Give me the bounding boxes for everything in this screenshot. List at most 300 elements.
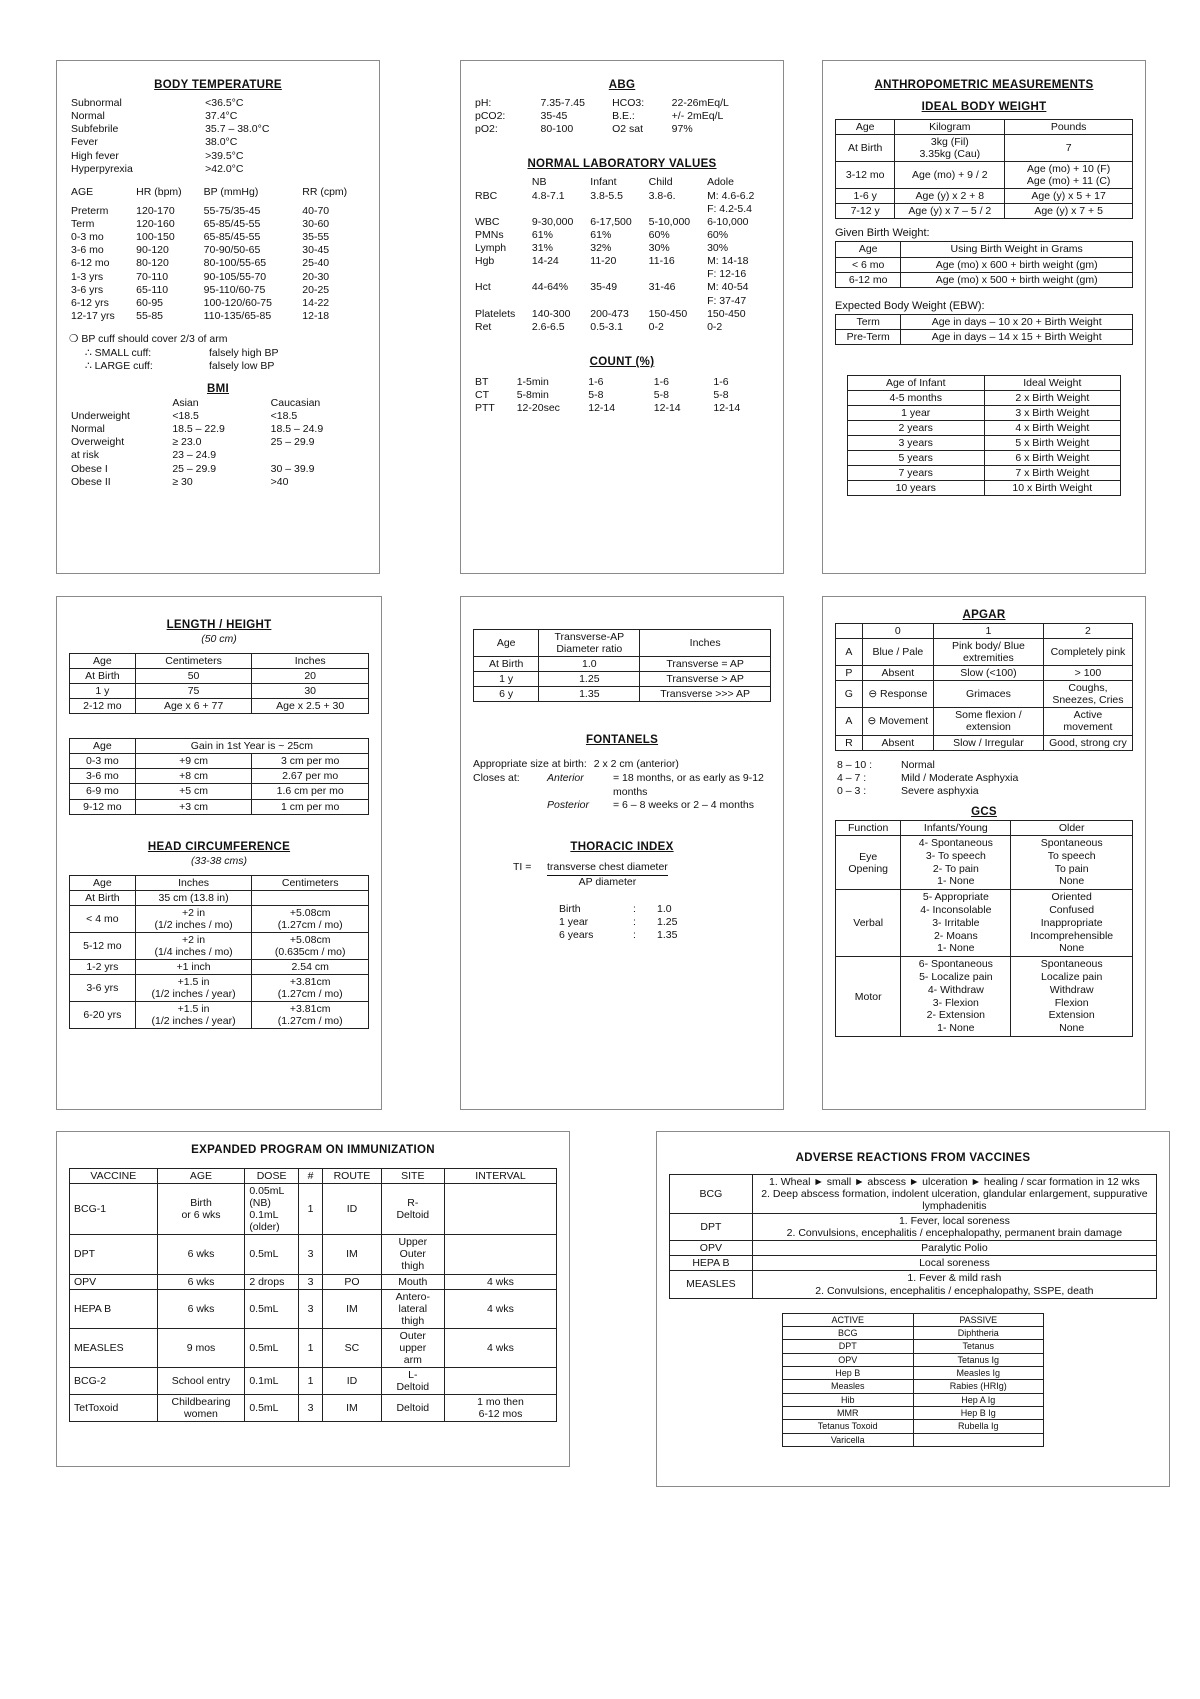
adverse-reactions-card — [656, 1131, 1170, 1487]
table-cell: 3 years — [847, 436, 984, 451]
table-cell: 6-17,500 — [590, 215, 632, 228]
table-cell: Hep A Ig — [913, 1393, 1044, 1406]
table-cell: 55-75/35-45 — [203, 204, 261, 217]
table-cell: Completely pink — [1043, 639, 1132, 666]
immunization-card — [56, 1131, 570, 1467]
table-row — [70, 1184, 557, 1235]
table-cell: ⊖ Response — [862, 681, 933, 708]
column-header: Inches — [252, 654, 369, 669]
gcs-score-line: 5- Localize pain — [919, 970, 993, 983]
table-cell: 61% — [590, 228, 612, 241]
table-cell: Age (y) x 7 + 5 — [1005, 204, 1133, 219]
table-cell: 0.5mL — [245, 1328, 299, 1367]
table-cell: 38.0°C — [205, 136, 238, 149]
column-header: # — [298, 1169, 322, 1184]
table-cell: Obese I — [71, 462, 108, 475]
table-cell: +8 cm — [135, 769, 252, 784]
table-cell: +2 in (1/4 inches / mo) — [135, 932, 252, 959]
table-cell: 30-45 — [302, 244, 330, 257]
table-cell: 1-6 — [588, 375, 604, 388]
table-cell: ⊖ Movement — [862, 708, 933, 735]
table-cell: ≥ 30 — [172, 475, 193, 488]
table-row — [70, 1395, 557, 1422]
column-header: NB — [531, 176, 547, 189]
table-cell: BCG-2 — [70, 1367, 158, 1394]
column-header: Age — [474, 630, 539, 657]
table-cell: 1 y — [474, 672, 539, 687]
column-header: Older — [1011, 820, 1133, 835]
table-cell: 1. Fever, local soreness 2. Convulsions, encephalitis / encephalopathy, permanent brain damage — [752, 1214, 1156, 1241]
table-cell: 35-49 — [590, 281, 618, 294]
table-row — [835, 785, 1020, 798]
ebw-label: Expected Body Weight (EBW): — [835, 299, 985, 312]
gcs-score-line: 4- Inconsolable — [920, 903, 992, 916]
table-cell: 3.8-6. — [648, 189, 676, 202]
column-header: RR (cpm) — [302, 185, 348, 198]
table-header-row — [69, 186, 367, 205]
table-row — [670, 1271, 1157, 1298]
table-row — [473, 110, 771, 123]
table-cell: 6-10,000 — [707, 215, 749, 228]
head-circumference-table — [69, 875, 369, 1030]
table-row — [835, 759, 1020, 772]
table-cell: SC — [323, 1328, 381, 1367]
gcs-function: Eye Opening — [836, 836, 901, 890]
anterior-value: = 18 months, or as early as 9-12 months — [613, 771, 764, 798]
table-row — [70, 769, 369, 784]
table-row — [474, 687, 771, 702]
table-cell: MEASLES — [70, 1328, 158, 1367]
table-cell: 5-8 — [653, 389, 669, 401]
table-row — [69, 410, 367, 423]
table-row — [69, 257, 367, 270]
table-cell: P — [836, 666, 863, 681]
table-row — [70, 932, 369, 959]
table-cell: at risk — [71, 449, 100, 462]
table-cell: 44-64% — [531, 281, 569, 294]
table-cell: 6 y — [474, 687, 539, 702]
table-cell: 12-20sec — [516, 402, 560, 415]
table-cell: 2 drops — [245, 1274, 299, 1289]
table-row — [69, 244, 367, 257]
column-header: Kilogram — [895, 120, 1005, 135]
size-label: Appropriate size at birth: — [473, 758, 587, 771]
table-cell: 90-105/55-70 — [203, 270, 267, 283]
table-cell: Age (y) x 7 – 5 / 2 — [895, 204, 1005, 219]
table-cell: 14-24 — [531, 255, 559, 268]
table-header-row — [70, 875, 369, 890]
table-cell: 65-85/45-55 — [203, 218, 261, 230]
table-cell: DPT — [670, 1214, 753, 1241]
table-cell: 30-60 — [302, 218, 330, 230]
table-header-row — [69, 397, 367, 410]
table-cell: 5-12 mo — [70, 932, 136, 959]
temperature-table — [69, 97, 367, 176]
table-cell: M: 14-18 F: 12-16 — [707, 255, 749, 281]
column-header: Age — [70, 654, 136, 669]
table-cell: 3kg (Fil) 3.35kg (Cau) — [895, 135, 1005, 162]
table-cell: 100-150 — [136, 231, 175, 244]
given-weight-label: Given Birth Weight: — [835, 227, 930, 240]
table-header-row — [836, 120, 1133, 135]
section-title: LENGTH / HEIGHT — [166, 619, 272, 631]
table-header-row — [70, 654, 369, 669]
table-row — [474, 672, 771, 687]
table-cell: Normal — [901, 758, 935, 771]
table-cell: OPV — [783, 1353, 914, 1366]
table-cell: Good, strong cry — [1043, 735, 1132, 750]
gcs-title: GCS — [971, 805, 997, 818]
table-row — [836, 836, 1133, 890]
table-row — [70, 975, 369, 1002]
table-cell: 35-55 — [302, 231, 330, 244]
table-cell: ID — [323, 1184, 381, 1235]
table-row — [69, 463, 367, 476]
table-cell: 7-12 y — [836, 204, 895, 219]
table-cell: PTT — [475, 402, 495, 415]
table-cell: Some flexion / extension — [933, 708, 1043, 735]
table-cell: < 6 mo — [836, 257, 901, 272]
gcs-score-line: Extension — [1048, 1009, 1095, 1022]
table-cell: At Birth — [474, 657, 539, 672]
table-cell: 5-8 — [713, 389, 729, 401]
table-row — [836, 314, 1133, 329]
posterior-value: = 6 – 8 weeks or 2 – 4 months — [613, 799, 754, 812]
column-header: Ideal Weight — [984, 375, 1121, 390]
table-cell: 110-135/65-85 — [203, 309, 272, 322]
table-cell: 0-3 mo — [70, 754, 136, 769]
table-cell: HCO3: — [612, 97, 645, 109]
table-row — [473, 97, 771, 110]
table-cell: 6 years — [559, 929, 594, 942]
table-cell: : — [633, 929, 636, 942]
gcs-older — [1011, 957, 1133, 1037]
table-cell: 150-450 — [648, 307, 688, 320]
table-cell: 1 cm per mo — [252, 799, 369, 814]
table-row — [836, 639, 1133, 666]
gcs-score-line: 4- Withdraw — [927, 983, 984, 996]
table-cell: 11-16 — [648, 255, 675, 268]
table-row — [70, 905, 369, 932]
table-row — [847, 420, 1120, 435]
table-cell: 1. Wheal ► small ► abscess ► ulceration ► healing / scar formation in 12 wks 2. Deep abscess formation, indolent ulceration, glandular enlargement, suppurative lymphadenitis — [752, 1175, 1156, 1214]
table-header-row — [70, 1169, 557, 1184]
table-cell: 12-18 — [302, 309, 330, 322]
column-header: Age — [70, 875, 136, 890]
table-cell: 4 wks — [444, 1289, 556, 1328]
table-cell: Hgb — [475, 255, 495, 268]
table-cell: 1.6 cm per mo — [252, 784, 369, 799]
table-cell: WBC — [475, 215, 500, 228]
table-cell: 7 — [1005, 135, 1133, 162]
column-header: HR (bpm) — [136, 185, 182, 198]
table-cell: Age (mo) x 600 + birth weight (gm) — [901, 257, 1133, 272]
table-cell: 20-25 — [302, 283, 330, 296]
table-cell: 65-85/45-55 — [203, 231, 261, 244]
table-cell: Age (mo) + 9 / 2 — [895, 162, 1005, 189]
size-value: 2 x 2 cm (anterior) — [593, 758, 679, 771]
anterior-label: Anterior — [547, 771, 584, 784]
table-row — [69, 310, 367, 323]
table-header-row — [783, 1313, 1044, 1326]
gcs-score-line: Spontaneous — [1040, 958, 1103, 971]
table-cell: Tetanus Toxoid — [783, 1420, 914, 1433]
table-cell: IM — [323, 1235, 381, 1274]
table-cell: 5 years — [847, 451, 984, 466]
fontanels-block — [473, 758, 771, 813]
column-header: Gain in 1st Year is ~ 25cm — [135, 739, 368, 754]
column-header: Asian — [172, 396, 199, 409]
table-cell: 3 cm per mo — [252, 754, 369, 769]
table-row — [70, 669, 369, 684]
table-cell: Underweight — [71, 410, 130, 423]
table-cell: Slow / Irregular — [933, 735, 1043, 750]
table-cell — [252, 890, 369, 905]
table-cell: 40-70 — [302, 204, 330, 217]
table-cell: 120-160 — [136, 218, 175, 230]
table-cell: Transverse > AP — [640, 672, 771, 687]
table-row — [83, 347, 280, 360]
table-header-row — [836, 820, 1133, 835]
table-cell: falsely low BP — [209, 359, 275, 372]
table-cell: 14-22 — [302, 296, 330, 309]
table-cell: 0.1mL — [245, 1367, 299, 1394]
gcs-score-line: None — [1059, 875, 1085, 888]
table-cell: >39.5°C — [205, 149, 244, 162]
table-cell: 1-5min — [516, 375, 549, 388]
column-header — [836, 624, 863, 639]
table-row — [70, 1002, 369, 1029]
table-row — [836, 666, 1133, 681]
table-cell: 1-6 — [713, 375, 729, 388]
column-header: Centimeters — [135, 654, 252, 669]
table-row — [557, 929, 679, 942]
table-row — [836, 890, 1133, 957]
gcs-score-line: Localize pain — [1041, 970, 1103, 983]
table-cell: 12-14 — [588, 402, 616, 415]
table-cell: >40 — [270, 475, 289, 488]
apgar-table — [835, 623, 1133, 751]
table-cell — [444, 1184, 556, 1235]
table-cell: Hep B Ig — [913, 1406, 1044, 1419]
table-cell: 1.35 — [657, 929, 678, 942]
table-cell: 8 – 10 : — [837, 758, 873, 771]
column-header: ACTIVE — [783, 1313, 914, 1326]
table-cell: Age (mo) + 10 (F) Age (mo) + 11 (C) — [1005, 162, 1133, 189]
table-row — [69, 136, 367, 149]
gcs-score-line: 1- None — [937, 942, 975, 955]
table-cell: 70-110 — [136, 270, 169, 283]
table-row — [69, 231, 367, 244]
table-cell: 20-30 — [302, 270, 330, 283]
column-header: SITE — [381, 1169, 444, 1184]
table-cell: Antero- lateral thigh — [381, 1289, 444, 1328]
table-cell: Measles — [783, 1380, 914, 1393]
table-cell: 80-100 — [540, 123, 574, 136]
column-header: Transverse-AP Diameter ratio — [539, 630, 640, 657]
table-row — [847, 481, 1120, 496]
table-cell: 4 wks — [444, 1328, 556, 1367]
table-row — [783, 1406, 1044, 1419]
table-row — [783, 1340, 1044, 1353]
table-row — [836, 162, 1133, 189]
table-row — [69, 297, 367, 310]
table-cell: 31% — [531, 242, 553, 254]
table-row — [69, 284, 367, 297]
table-cell: +3 cm — [135, 799, 252, 814]
gcs-score-line: Inappropriate — [1040, 916, 1103, 929]
column-header: DOSE — [245, 1169, 299, 1184]
table-cell: 7.35-7.45 — [540, 97, 585, 109]
table-row — [836, 272, 1133, 287]
table-cell: +1 inch — [135, 959, 252, 974]
table-cell: 3 — [298, 1235, 322, 1274]
table-row — [69, 150, 367, 163]
gcs-score-line: 2- Extension — [926, 1009, 986, 1022]
table-row — [783, 1326, 1044, 1339]
table-cell: M: 4.6-6.2 F: 4.2-5.4 — [707, 189, 755, 215]
table-row — [473, 389, 771, 402]
table-cell: Age in days – 10 x 20 + Birth Weight — [901, 314, 1133, 329]
table-cell: Deltoid — [381, 1395, 444, 1422]
gcs-older — [1011, 890, 1133, 957]
table-cell: Birth — [559, 903, 581, 916]
vitals-table — [69, 186, 367, 323]
table-cell: 4 wks — [444, 1274, 556, 1289]
gcs-score-line: None — [1059, 942, 1085, 955]
gcs-older — [1011, 836, 1133, 890]
table-cell: 1-2 yrs — [70, 959, 136, 974]
head-circumference-subtitle: (33-38 cms) — [190, 854, 247, 867]
table-cell: Birth or 6 wks — [157, 1184, 245, 1235]
table-cell: OPV — [670, 1241, 753, 1256]
ti-numerator: transverse chest diameter — [547, 861, 668, 876]
column-header: Infant — [590, 176, 617, 189]
table-cell: Normal — [71, 110, 105, 123]
table-cell: Fever — [71, 136, 98, 149]
table-row — [69, 476, 367, 489]
table-row — [847, 390, 1120, 405]
table-row — [473, 229, 771, 242]
table-cell: OPV — [70, 1274, 158, 1289]
table-cell: 2.6-6.5 — [531, 320, 565, 333]
table-row — [70, 799, 369, 814]
column-header: 0 — [862, 624, 933, 639]
table-row — [70, 1235, 557, 1274]
table-cell: 30 – 39.9 — [270, 462, 315, 475]
table-cell: 23 – 24.9 — [172, 449, 217, 462]
table-cell: MMR — [783, 1406, 914, 1419]
table-cell: 3 — [298, 1274, 322, 1289]
table-cell: +3.81cm (1.27cm / mo) — [252, 1002, 369, 1029]
table-cell: Varicella — [783, 1433, 914, 1446]
table-row — [69, 163, 367, 176]
table-header-row — [836, 242, 1133, 257]
ti-denominator: AP diameter — [578, 875, 637, 888]
table-cell: 9-30,000 — [531, 215, 574, 228]
table-cell: 3 x Birth Weight — [984, 405, 1121, 420]
table-row — [69, 449, 367, 462]
ibw-table — [835, 119, 1133, 219]
column-header: Age — [836, 120, 895, 135]
table-cell: 18.5 – 22.9 — [172, 423, 225, 436]
table-cell: 65-110 — [136, 283, 169, 296]
ti-label: TI = — [513, 860, 532, 873]
table-cell: 1 year — [847, 405, 984, 420]
table-cell: 7 years — [847, 466, 984, 481]
gcs-score-line: 2- To pain — [932, 862, 979, 875]
column-header: Age — [836, 242, 901, 257]
table-cell: 80-100/55-65 — [203, 257, 267, 270]
table-cell: RBC — [475, 189, 498, 202]
gcs-score-line: Flexion — [1054, 996, 1089, 1009]
table-cell: 120-170 — [136, 204, 175, 217]
table-row — [836, 257, 1133, 272]
table-row — [69, 436, 367, 449]
table-cell: 25 – 29.9 — [270, 436, 315, 449]
column-header: Adole — [707, 176, 734, 189]
length-table — [69, 653, 369, 714]
table-cell: 1 — [298, 1184, 322, 1235]
table-cell: ∴ LARGE cuff: — [85, 359, 153, 372]
table-cell: 2 years — [847, 420, 984, 435]
table-row — [670, 1175, 1157, 1214]
thoracic-formula — [513, 861, 771, 889]
table-cell: 50 — [135, 669, 252, 684]
table-cell: Blue / Pale — [862, 639, 933, 666]
table-cell: Hct — [475, 281, 491, 294]
table-cell: Pre-Term — [836, 329, 901, 344]
table-row — [473, 242, 771, 255]
gcs-score-line: 3- Irritable — [932, 916, 980, 929]
table-row — [473, 281, 771, 307]
table-cell: IM — [323, 1289, 381, 1328]
column-header: Centimeters — [252, 875, 369, 890]
table-row — [69, 110, 367, 123]
table-cell: 0-2 — [648, 320, 664, 333]
column-header: Age — [70, 739, 136, 754]
table-cell: 1 mo then 6-12 mos — [444, 1395, 556, 1422]
table-cell: ≥ 23.0 — [172, 436, 202, 449]
table-cell: 4-5 months — [847, 390, 984, 405]
table-cell: 6-20 yrs — [70, 1002, 136, 1029]
table-cell: 7 x Birth Weight — [984, 466, 1121, 481]
table-cell: 6-12 mo — [71, 257, 110, 270]
immunization-table — [69, 1168, 557, 1422]
table-cell: pO2: — [475, 123, 498, 136]
table-cell: 2 x Birth Weight — [984, 390, 1121, 405]
table-cell: +9 cm — [135, 754, 252, 769]
gcs-table — [835, 820, 1133, 1037]
table-row — [670, 1256, 1157, 1271]
given-weight-table — [835, 241, 1133, 287]
gcs-score-line: 1- None — [937, 1022, 975, 1035]
table-cell — [269, 449, 367, 462]
table-cell: Normal — [71, 423, 105, 436]
table-cell: Obese II — [71, 475, 111, 488]
table-cell: 11-20 — [590, 255, 617, 268]
table-cell: 0-3 mo — [71, 231, 104, 244]
adverse-reactions-table — [669, 1174, 1157, 1299]
table-cell: +5.08cm (0.635cm / mo) — [252, 932, 369, 959]
table-cell: 55-85 — [136, 309, 164, 322]
table-cell: Grimaces — [933, 681, 1043, 708]
table-cell: Absent — [862, 735, 933, 750]
table-cell: 0-2 — [707, 320, 723, 333]
table-cell: 12-17 yrs — [71, 309, 115, 322]
table-cell: O2 sat — [612, 123, 643, 136]
table-cell: 2-12 mo — [70, 699, 136, 714]
